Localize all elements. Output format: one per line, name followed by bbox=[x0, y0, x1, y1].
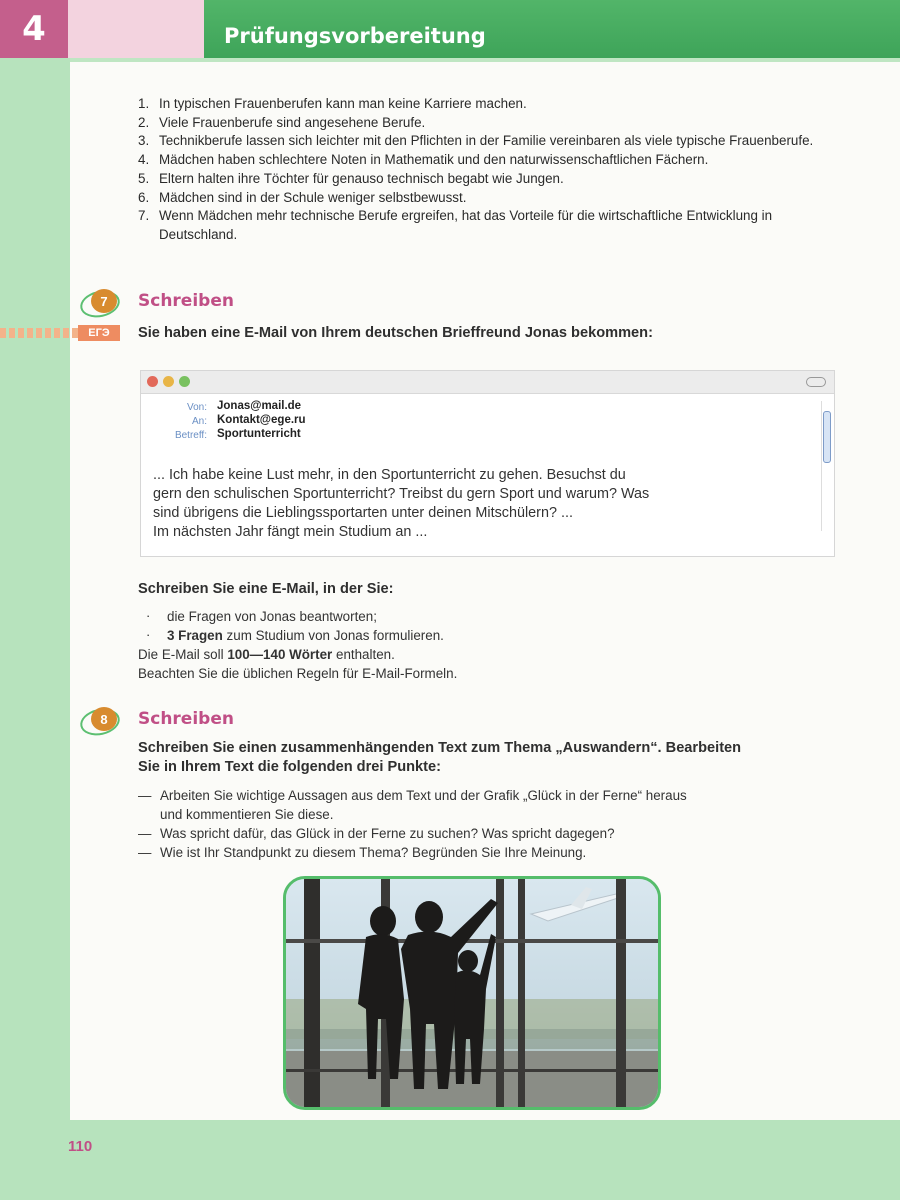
to-label: An: bbox=[191, 416, 207, 427]
task-7-title: Schreiben bbox=[138, 291, 234, 311]
bullet-item: 3 Fragen zum Studium von Jonas formulieren. bbox=[167, 628, 444, 643]
bottom-margin-band bbox=[0, 1120, 900, 1200]
task-number-badge: 8 bbox=[91, 707, 117, 731]
header-accent bbox=[68, 0, 204, 58]
toolbar-toggle-icon bbox=[806, 377, 826, 387]
list-item: 5. Eltern halten ihre Töchter für genauso technisch begabt wie Jungen. bbox=[138, 170, 564, 186]
close-icon bbox=[147, 376, 158, 387]
airport-window-illustration bbox=[286, 879, 658, 1107]
to-value: Kontakt@ege.ru bbox=[217, 414, 306, 426]
minimize-icon bbox=[163, 376, 174, 387]
ege-tag: ЕГЭ bbox=[78, 325, 120, 341]
email-body: ... Ich habe keine Lust mehr, in den Sportunterricht zu gehen. Besuchst du gern den schulischen Sportunterricht? Treibst du gern Sport und warum? Was sind übrigens die Lieblingssportarten unter deinen Mitschülern? ... Im nächsten Jahr fängt mein Studium an ... bbox=[153, 467, 650, 540]
point-item: Was spricht dafür, das Glück in der Ferne zu suchen? Was spricht dagegen? bbox=[160, 826, 615, 841]
list-item: 3. Technikberufe lassen sich leichter mit den Pflichten in der Familie vereinbaren als viele typische Frauenberufe. bbox=[138, 133, 814, 149]
chapter-number: 4 bbox=[0, 0, 68, 58]
point-item-cont: und kommentieren Sie diese. bbox=[160, 807, 334, 822]
bullet-marker: · bbox=[146, 608, 151, 623]
ege-marker bbox=[0, 325, 120, 341]
list-item: 7. Wenn Mädchen mehr technische Berufe ergreifen, hat das Vorteile für die wirtschaftliche Entwicklung in Deutschland. bbox=[138, 208, 773, 242]
dash-marker: — bbox=[138, 826, 152, 841]
write-heading: Schreiben Sie eine E-Mail, in der Sie: bbox=[138, 581, 394, 597]
airport-family-photo bbox=[283, 876, 661, 1110]
list-item: 2. Viele Frauenberufe sind angesehene Berufe. bbox=[138, 114, 426, 130]
task-8-title: Schreiben bbox=[138, 709, 234, 729]
subject-value: Sportunterricht bbox=[217, 428, 301, 440]
list-item: 6. Mädchen sind in der Schule weniger selbstbewusst. bbox=[138, 189, 467, 205]
task-8-instruction: Schreiben Sie einen zusammenhängenden Text zum Thema „Auswandern“. Bearbeiten bbox=[138, 740, 742, 756]
list-item: 4. Mädchen haben schlechtere Noten in Mathematik und den naturwissenschaftlichen Fächern. bbox=[138, 152, 709, 168]
bullet-item: die Fragen von Jonas beantworten; bbox=[167, 609, 377, 624]
point-item: Wie ist Ihr Standpunkt zu diesem Thema? Begründen Sie Ihre Meinung. bbox=[160, 845, 587, 860]
task-8-instruction-cont: Sie in Ihrem Text die folgenden drei Punkte: bbox=[138, 759, 442, 775]
subject-label: Betreff: bbox=[174, 430, 207, 441]
point-item: Arbeiten Sie wichtige Aussagen aus dem Text und der Grafik „Glück in der Ferne“ heraus bbox=[160, 788, 687, 803]
ege-dots bbox=[0, 328, 78, 338]
task-7-instruction: Sie haben eine E-Mail von Ihrem deutschen Brieffreund Jonas bekommen: bbox=[138, 325, 653, 341]
from-label: Von: bbox=[186, 402, 207, 413]
statement-list bbox=[138, 95, 838, 245]
format-rules: Beachten Sie die üblichen Regeln für E-Mail-Formeln. bbox=[138, 666, 458, 681]
page-title: Prüfungsvorbereitung bbox=[224, 24, 486, 48]
left-margin-band bbox=[0, 0, 70, 1200]
length-requirement: Die E-Mail soll 100—140 Wörter enthalten. bbox=[138, 647, 395, 662]
bullet-marker: · bbox=[146, 627, 151, 642]
task-number-badge: 7 bbox=[91, 289, 117, 313]
email-window bbox=[140, 370, 835, 557]
from-value: Jonas@mail.de bbox=[217, 400, 302, 412]
dash-marker: — bbox=[138, 845, 152, 860]
maximize-icon bbox=[179, 376, 190, 387]
page-number: 110 bbox=[68, 1138, 93, 1155]
list-item: 1. In typischen Frauenberufen kann man keine Karriere machen. bbox=[138, 96, 527, 111]
email-scroll-thumb bbox=[823, 411, 831, 463]
email-titlebar bbox=[141, 371, 834, 394]
dash-marker: — bbox=[138, 788, 152, 803]
